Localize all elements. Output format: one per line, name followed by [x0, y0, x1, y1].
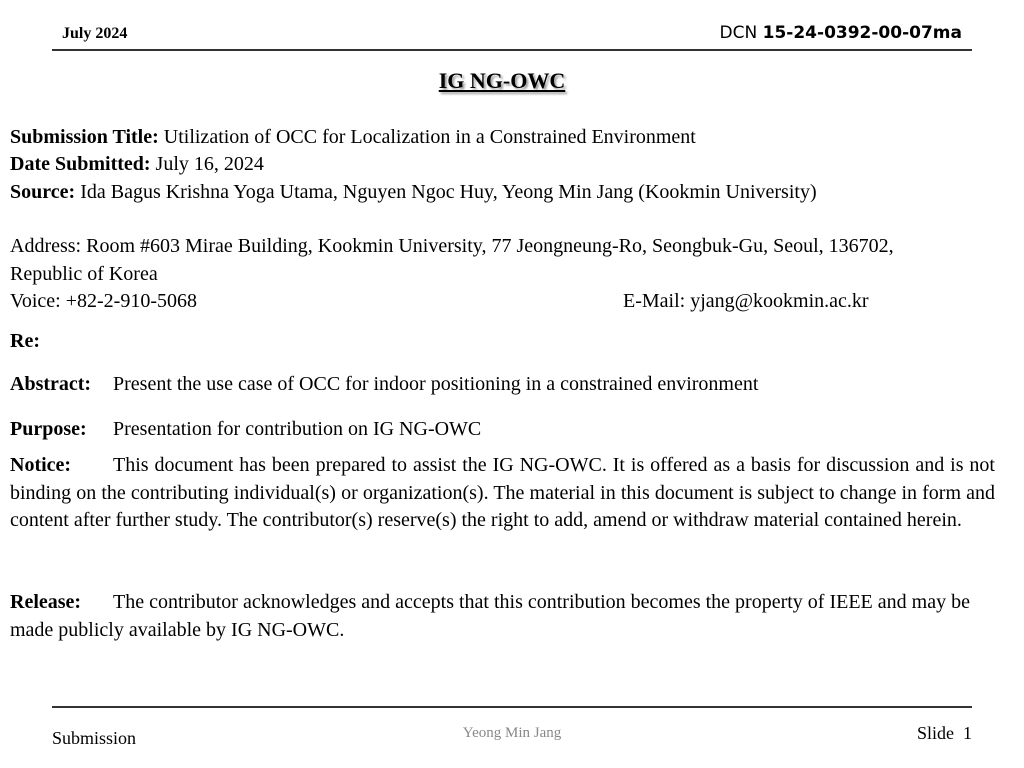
source-value: Ida Bagus Krishna Yoga Utama, Nguyen Ngoc Huy, Yeong Min Jang (Kookmin University) [80, 181, 817, 203]
notice-label: Notice: [10, 454, 72, 476]
address: Address: Room #603 Mirae Building, Kookmin University, 77 Jeongneung-Ro, Seongbuk-Gu, Seoul, 136702, Republic of Korea [10, 235, 894, 285]
purpose [10, 416, 995, 444]
date-submitted-value: July 16, 2024 [155, 153, 264, 175]
abstract [10, 371, 995, 399]
submission-title [10, 124, 995, 152]
date-submitted [10, 151, 995, 179]
release-value: The contributor acknowledges and accepts that this contribution becomes the property of IEEE and may be made publicly available by IG NG-OWC. [10, 591, 970, 641]
dcn-number: 15-24-0392-00-07ma [762, 23, 962, 43]
footer-rule [52, 706, 972, 708]
submission-title-value: Utilization of OCC for Localization in a Constrained Environment [163, 126, 696, 148]
release-label: Release: [10, 591, 82, 613]
notice-value: This document has been prepared to assist the IG NG-OWC. It is offered as a basis for discussion and is not binding on the contributing individual(s) or organization(s). The material in this document is subject to change in form and content after further study. The contributor(s) reserve(s) the right to add, amend or withdraw material contained herein. [10, 454, 995, 531]
purpose-value: Presentation for contribution on IG NG-OWC [113, 418, 482, 440]
submission-title-label: Submission Title: [10, 126, 159, 148]
purpose-label: Purpose: [10, 418, 87, 440]
date-submitted-label: Date Submitted: [10, 153, 151, 175]
abstract-value: Present the use case of OCC for indoor positioning in a constrained environment [113, 373, 759, 395]
source-label: Source: [10, 181, 76, 203]
dcn-prefix: DCN [719, 23, 758, 43]
abstract-label: Abstract: [10, 373, 92, 395]
email: E-Mail: yjang@kookmin.ac.kr [623, 290, 869, 312]
notice [10, 452, 995, 535]
document-title: IG NG-OWC [438, 68, 566, 93]
header-rule [52, 49, 972, 51]
footer-author: Yeong Min Jang [462, 725, 562, 741]
footer-slide-number: Slide 1 [916, 723, 972, 743]
re-label: Re: [10, 330, 40, 352]
header-dcn [720, 23, 962, 43]
source [10, 179, 995, 207]
voice: Voice: +82-2-910-5068 [10, 290, 197, 312]
header-date: July 2024 [62, 25, 128, 42]
release [10, 589, 995, 644]
footer-submission: Submission [52, 728, 137, 748]
